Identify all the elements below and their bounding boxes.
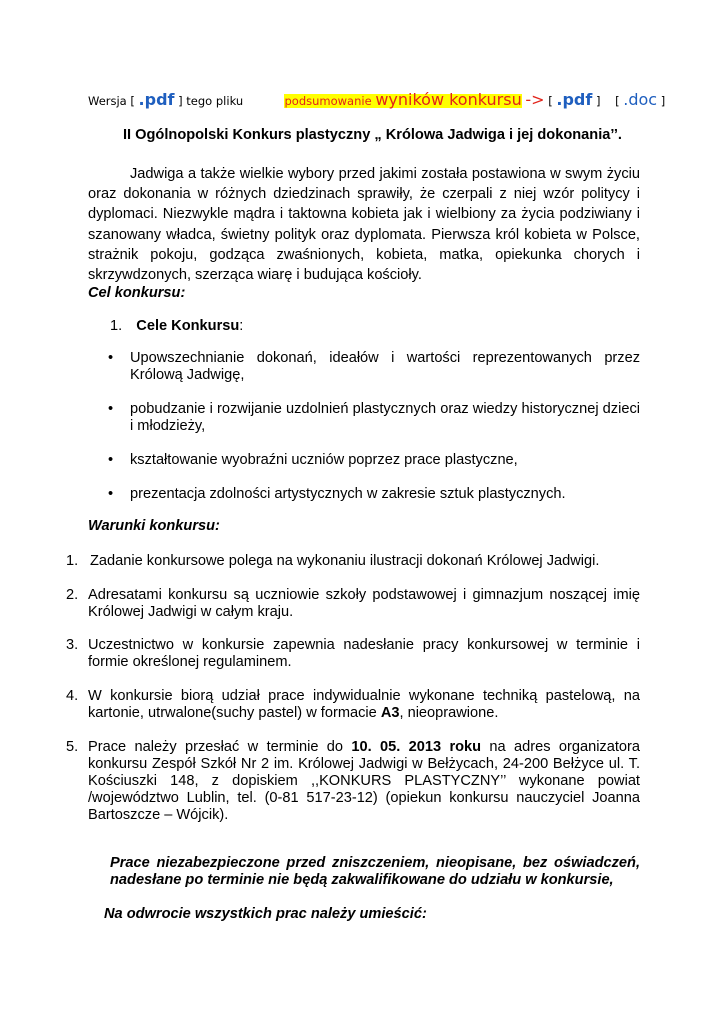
pdf-version-link[interactable]: .pdf <box>138 90 175 109</box>
goal-item <box>108 401 640 437</box>
goals-colon: : <box>239 318 244 334</box>
condition-item <box>66 739 640 829</box>
bullet-icon: • <box>108 401 114 417</box>
conditions-heading: Warunki konkursu: <box>88 518 220 534</box>
bracket-open-2: [ <box>615 94 620 108</box>
condition-bold-part: A3 <box>380 705 400 721</box>
condition-bold-part: 10. 05. 2013 roku <box>351 739 482 755</box>
condition-item <box>66 688 640 724</box>
goal-heading: Cel konkursu: <box>88 285 186 301</box>
bullet-icon: • <box>108 486 114 502</box>
goals-label: Cele Konkursu <box>136 318 240 334</box>
condition-item <box>66 637 640 673</box>
condition-number: 1. <box>66 553 79 569</box>
condition-item <box>66 587 640 623</box>
goal-item-text: prezentacja zdolności artystycznych w zakresie sztuk plastycznych. <box>130 486 566 502</box>
bullet-icon: • <box>108 350 114 366</box>
document-title: II Ogólnopolski Konkurs plastyczny „ Królowa Jadwiga i jej dokonania’’. <box>123 127 622 143</box>
condition-number: 3. <box>66 637 79 653</box>
condition-number: 5. <box>66 739 79 755</box>
condition-text: Zadanie konkursowe polega na wykonaniu ilustracji dokonań Królowej Jadwigi. <box>90 553 600 569</box>
condition-text: Uczestnictwo w konkursie zapewnia nadesłanie pracy konkursowej w terminie i formie określonej regulaminem. <box>88 637 640 670</box>
goal-item <box>108 452 640 470</box>
condition-text-part: na adres organizatora konkursu Zespół Szkół Nr 2 im. Królowej Jadwigi w Bełżycach, 24-200 Bełżyce ul. T. Kościuszki 148, z dopiskiem ,,KONKURS PLASTYCZNY’’ wykonane powiat /województwo Lublin, tel. (0-81 517-23-12) (opiekun konkursu nauczyciel Joanna Bartoszcze – Wójcik). <box>88 739 640 823</box>
condition-number: 2. <box>66 587 79 603</box>
bracket-open: [ <box>548 94 553 108</box>
goals-subheading <box>110 318 243 334</box>
arrow-icon: -> <box>525 90 545 109</box>
results-pdf-link[interactable]: .pdf <box>556 90 593 109</box>
results-summary-link[interactable] <box>284 90 522 109</box>
summary-small-text: podsumowanie <box>284 94 372 108</box>
goal-item <box>108 350 640 386</box>
bracket-close: ] <box>595 94 601 108</box>
condition-text-part: W konkursie biorą udział prace indywidualnie wykonane techniką pastelową, na kartonie, utrwalone(suchy pastel) w formacie <box>88 688 640 721</box>
intro-paragraph: Jadwiga a także wielkie wybory przed jakimi została postawiona w swym życiu oraz dokonania w różnych dziedzinach sprawiły, że czerpali z niej wzór politycy i dyplomaci. Niezwykle mądra i taktowna kobieta jak i wielbiony za życia podziwiany i szanowany władca, świetny polityk oraz dyplomata. Pierwsza król kobieta w Polsce, strażnik pokoju, godząca zwaśnionych, kobieta, matka, opiekunka chorych i skrzywdzonych, szerząca wiarę i budująca kościoły. <box>88 166 640 284</box>
submission-note: Prace niezabezpieczone przed zniszczeniem, nieopisane, bez oświadczeń, nadesłane po terminie nie będą zakwalifikowane do udziału w konkursie, <box>110 855 640 888</box>
version-prefix: Wersja [ <box>88 94 135 108</box>
condition-text-part: Prace należy przesłać w terminie do <box>88 739 352 755</box>
results-doc-link[interactable]: .doc <box>623 90 658 109</box>
goal-item-text: kształtowanie wyobraźni uczniów poprzez prace plastyczne, <box>130 452 518 468</box>
top-link-bar <box>88 90 665 109</box>
goals-number: 1. <box>110 318 123 334</box>
version-suffix: ] tego pliku <box>178 94 244 108</box>
summary-big-text: wyników konkursu <box>375 90 522 109</box>
goal-item <box>108 486 640 504</box>
goal-item-text: Upowszechnianie dokonań, ideałów i wartości reprezentowanych przez Królową Jadwigę, <box>130 350 640 383</box>
condition-text <box>88 688 640 722</box>
goal-item-text: pobudzanie i rozwijanie uzdolnień plastycznych oraz wiedzy historycznej dzieci i młodzieży, <box>130 401 640 434</box>
condition-item <box>66 553 640 571</box>
condition-text: Adresatami konkursu są uczniowie szkoły podstawowej i gimnazjum noszącej imię Królowej Jadwigi w całym kraju. <box>88 587 640 620</box>
bullet-icon: • <box>108 452 114 468</box>
back-side-heading: Na odwrocie wszystkich prac należy umieścić: <box>104 906 427 922</box>
condition-text <box>88 739 640 824</box>
condition-text-part: , nieoprawione. <box>399 705 499 721</box>
bracket-close-2: ] <box>660 94 666 108</box>
condition-number: 4. <box>66 688 79 704</box>
